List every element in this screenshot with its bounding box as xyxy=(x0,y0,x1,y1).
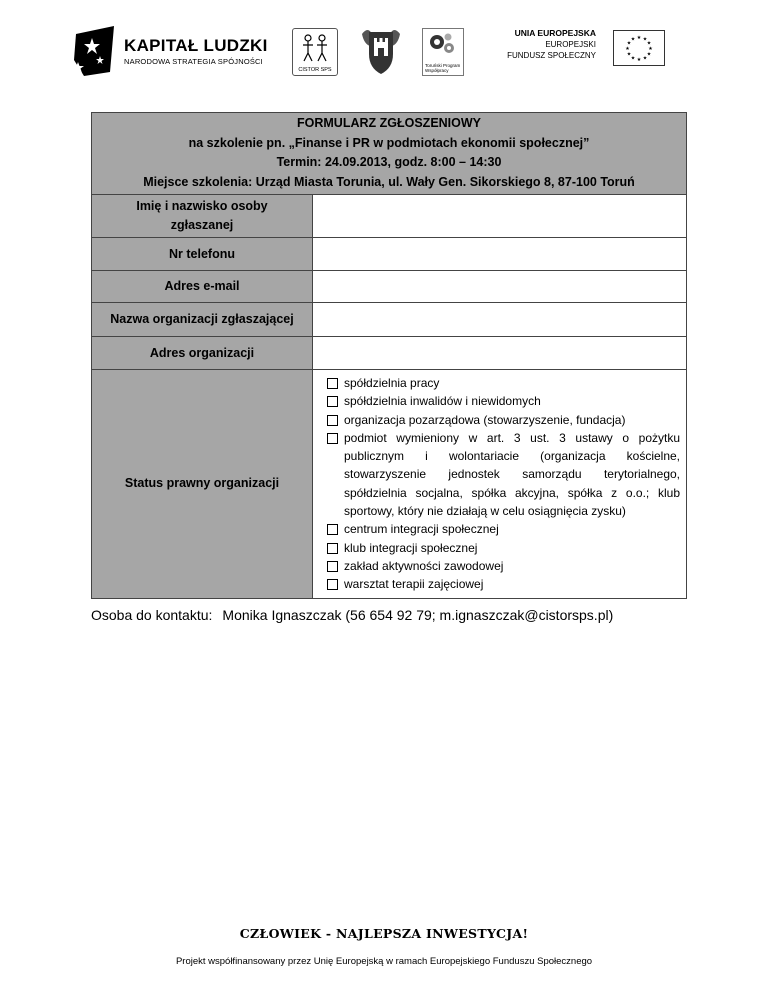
torun-coat-of-arms-icon xyxy=(358,24,404,76)
legal-status-label: Status prawny organizacji xyxy=(92,370,313,599)
svg-text:★: ★ xyxy=(626,51,632,58)
checkbox-icon[interactable] xyxy=(327,543,338,554)
name-field[interactable] xyxy=(313,195,687,238)
status-option[interactable] xyxy=(327,575,680,593)
checkbox-icon[interactable] xyxy=(327,524,338,535)
org-name-row xyxy=(92,303,687,337)
org-address-row xyxy=(92,337,687,370)
name-label xyxy=(92,195,313,238)
footer-slogan: CZŁOWIEK - NAJLEPSZA INWESTYCJA! xyxy=(239,926,529,941)
org-address-label: Adres organizacji xyxy=(92,337,313,370)
name-label-line-2: zgłaszanej xyxy=(170,218,234,232)
people-icon xyxy=(293,29,337,65)
checkbox-icon[interactable] xyxy=(327,433,338,444)
cistor-sps-logo xyxy=(292,28,338,76)
status-option[interactable] xyxy=(327,520,680,538)
eu-label-block xyxy=(507,28,596,61)
status-option-label: centrum integracji społecznej xyxy=(344,522,499,537)
status-option-label: warsztat terapii zajęciowej xyxy=(344,577,484,592)
training-place: Miejsce szkolenia: Urząd Miasta Torunia, ul. Wały Gen. Sikorskiego 8, 87-100 Toruń xyxy=(143,174,635,189)
checkbox-icon[interactable] xyxy=(327,378,338,389)
svg-text:★: ★ xyxy=(636,57,642,63)
checkbox-icon[interactable] xyxy=(327,561,338,572)
org-name-label: Nazwa organizacji zgłaszającej xyxy=(92,303,313,337)
cistor-logo-label: CISTOR SPS xyxy=(298,67,332,73)
form-header xyxy=(92,113,687,195)
kapital-ludzki-logo-icon xyxy=(70,22,120,80)
status-option-label: zakład aktywności zawodowej xyxy=(344,558,504,573)
svg-text:★: ★ xyxy=(636,35,642,41)
status-option-label: podmiot wymieniony w art. 3 ust. 3 ustawy o pożytku publicznym i wolontariacie (organizacja kościelne, stowarzyszenie jednostek samorządu terytorialnego, spółdzielnia socjalna, spółka akcyjna, spółka z o.o.; klub sportowy, który nie działają w celu osiągnięcia zysku) xyxy=(344,430,681,519)
status-option[interactable] xyxy=(327,411,680,429)
status-option-list xyxy=(313,370,686,598)
name-row xyxy=(92,195,687,238)
svg-text:★: ★ xyxy=(646,40,652,47)
svg-text:★: ★ xyxy=(630,36,636,43)
status-option[interactable] xyxy=(327,392,680,410)
contact-line xyxy=(91,607,613,623)
email-field[interactable] xyxy=(313,271,687,303)
phone-label: Nr telefonu xyxy=(92,238,313,271)
checkbox-icon[interactable] xyxy=(327,396,338,407)
status-option[interactable] xyxy=(327,429,680,520)
legal-status-row xyxy=(92,370,687,599)
checkbox-icon[interactable] xyxy=(327,579,338,590)
svg-text:★: ★ xyxy=(648,46,653,52)
checkbox-icon[interactable] xyxy=(327,415,338,426)
page-header xyxy=(0,0,768,100)
svg-text:★: ★ xyxy=(626,40,632,47)
contact-value: Monika Ignaszczak (56 654 92 79; m.ignaszczak@cistorsps.pl) xyxy=(222,607,614,623)
phone-field[interactable] xyxy=(313,238,687,271)
eu-flag-icon xyxy=(613,30,665,66)
phone-row xyxy=(92,238,687,271)
status-option-label: klub integracji społecznej xyxy=(344,540,478,555)
name-label-line-1: Imię i nazwisko osoby xyxy=(136,199,268,213)
status-option-label: organizacja pozarządowa (stowarzyszenie, fundacja) xyxy=(344,412,626,427)
cooperation-program-label: Toruński Program Współpracy xyxy=(425,63,461,73)
form-header-row xyxy=(92,113,687,195)
program-title: KAPITAŁ LUDZKI xyxy=(124,36,268,55)
eu-label-line-3: FUNDUSZ SPOŁECZNY xyxy=(507,51,596,60)
email-label: Adres e-mail xyxy=(92,271,313,303)
footer-note: Projekt współfinansowany przez Unię Europejską w ramach Europejskiego Funduszu Społecznego xyxy=(175,956,593,967)
svg-text:★: ★ xyxy=(642,55,648,62)
svg-text:★: ★ xyxy=(625,46,630,52)
program-subtitle: NARODOWA STRATEGIA SPÓJNOŚCI xyxy=(124,57,263,66)
status-option[interactable] xyxy=(327,539,680,557)
status-option-label: spółdzielnia pracy xyxy=(344,376,440,390)
org-name-field[interactable] xyxy=(313,303,687,337)
contact-label: Osoba do kontaktu: xyxy=(91,607,213,623)
legal-status-options xyxy=(313,370,687,599)
training-date: Termin: 24.09.2013, godz. 8:00 – 14:30 xyxy=(276,155,502,169)
svg-text:★: ★ xyxy=(642,36,648,43)
training-name: na szkolenie pn. „Finanse i PR w podmiotach ekonomii społecznej” xyxy=(188,135,590,150)
status-option-label: spółdzielnia inwalidów i niewidomych xyxy=(344,394,541,409)
gears-icon xyxy=(423,29,463,59)
eu-label-line-1: UNIA EUROPEJSKA xyxy=(514,28,596,38)
status-option[interactable] xyxy=(327,557,680,575)
form-title: FORMULARZ ZGŁOSZENIOWY xyxy=(297,116,482,130)
cooperation-program-logo xyxy=(422,28,464,76)
svg-text:★: ★ xyxy=(646,51,652,58)
eu-label-line-2: EUROPEJSKI xyxy=(545,40,596,49)
status-option[interactable] xyxy=(327,374,680,392)
email-row xyxy=(92,271,687,303)
org-address-field[interactable] xyxy=(313,337,687,370)
svg-text:★: ★ xyxy=(630,55,636,62)
registration-form-table xyxy=(91,112,687,599)
